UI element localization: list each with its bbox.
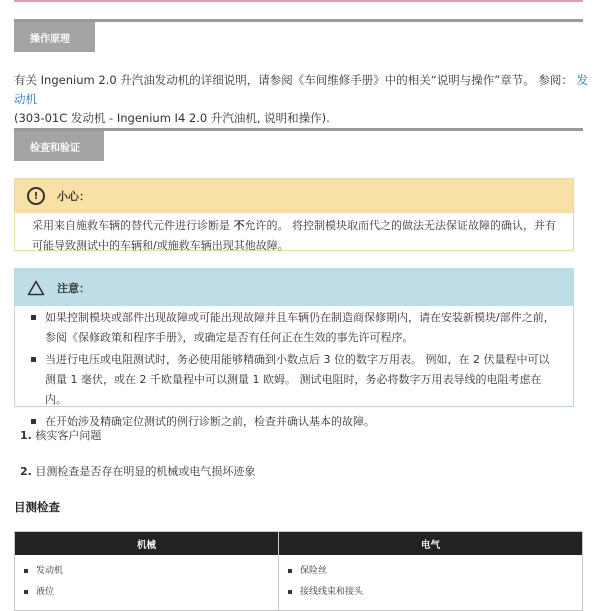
column-header-electrical: 电气 — [279, 532, 582, 555]
section-divider — [14, 19, 583, 22]
caution-box — [14, 178, 574, 251]
note-item: 如果控制模块或部件出现故障或可能出现故障并且车辆仍在制造商保修期内，请在安装新模块/部件之前，参阅《保修政策和程序手册》，或确定是否有任何正在生效的事先许可程序。 — [27, 308, 559, 348]
step-number: 1. — [20, 429, 32, 442]
note-list — [15, 306, 573, 432]
column-header-mechanical: 机械 — [15, 532, 278, 555]
caution-emphasis: 不 — [233, 219, 245, 232]
section-tab-inspect: 检查和验证 — [14, 131, 104, 161]
step-text: 目测检查是否存在明显的机械或电气损坏迹象 — [35, 465, 256, 478]
table-item: 保险丝 — [287, 561, 582, 582]
warning-triangle-icon — [27, 280, 45, 296]
section-tab-operation: 操作原理 — [14, 22, 95, 52]
table-item: 液位 — [23, 582, 278, 603]
caution-text — [15, 213, 573, 256]
note-title: 注意： — [57, 281, 90, 295]
step-number: 2. — [20, 465, 32, 478]
intro-text: 有关 Ingenium 2.0 升汽油发动机的详细说明，请参阅《车间维修手册》中的相关“说明与操作”章节。 参阅： — [14, 73, 573, 87]
intro-text-2: (303-01C 发动机 - Ingenium I4 2.0 升汽油机, 说明和操作). — [14, 111, 330, 125]
note-box — [14, 268, 574, 428]
visual-check-table — [14, 531, 583, 611]
mechanical-column — [15, 532, 278, 610]
visual-check-title: 目测检查 — [14, 500, 60, 514]
note-item: 在开始涉及精确定位测试的例行诊断之前，检查并确认基本的故障。 — [27, 412, 559, 432]
step-text: 核实客户问题 — [35, 429, 102, 442]
caution-header — [15, 179, 573, 213]
caution-title: 小心： — [57, 190, 90, 203]
table-item: 发动机 — [23, 561, 278, 582]
top-divider — [14, 0, 583, 2]
caution-text-before: 采用来自施救车辆的替代元件进行诊断是 — [32, 219, 234, 232]
intro-paragraph — [14, 71, 589, 128]
table-item: 接线线束和接头 — [287, 582, 582, 603]
step-2 — [20, 463, 255, 479]
electrical-column — [279, 532, 582, 610]
note-header — [15, 269, 573, 306]
exclamation-circle-icon: ! — [27, 187, 45, 205]
engine-link[interactable]: 发动机 — [14, 73, 589, 106]
step-1 — [20, 427, 101, 443]
note-item: 当进行电压或电阻测试时，务必使用能够精确到小数点后 3 位的数字万用表。 例如，在 2 伏量程中可以测量 1 毫伏，或在 2 千欧量程中可以测量 1 欧姆。 测试电阻时，务必将数字万用表导线的电阻考虑在内。 — [27, 350, 559, 410]
caution-text-after: 允许的。 将控制模块取而代之的做法无法保证故障的确认，并有可能导致测试中的车辆和/或施救车辆出现其他故障。 — [32, 219, 556, 252]
